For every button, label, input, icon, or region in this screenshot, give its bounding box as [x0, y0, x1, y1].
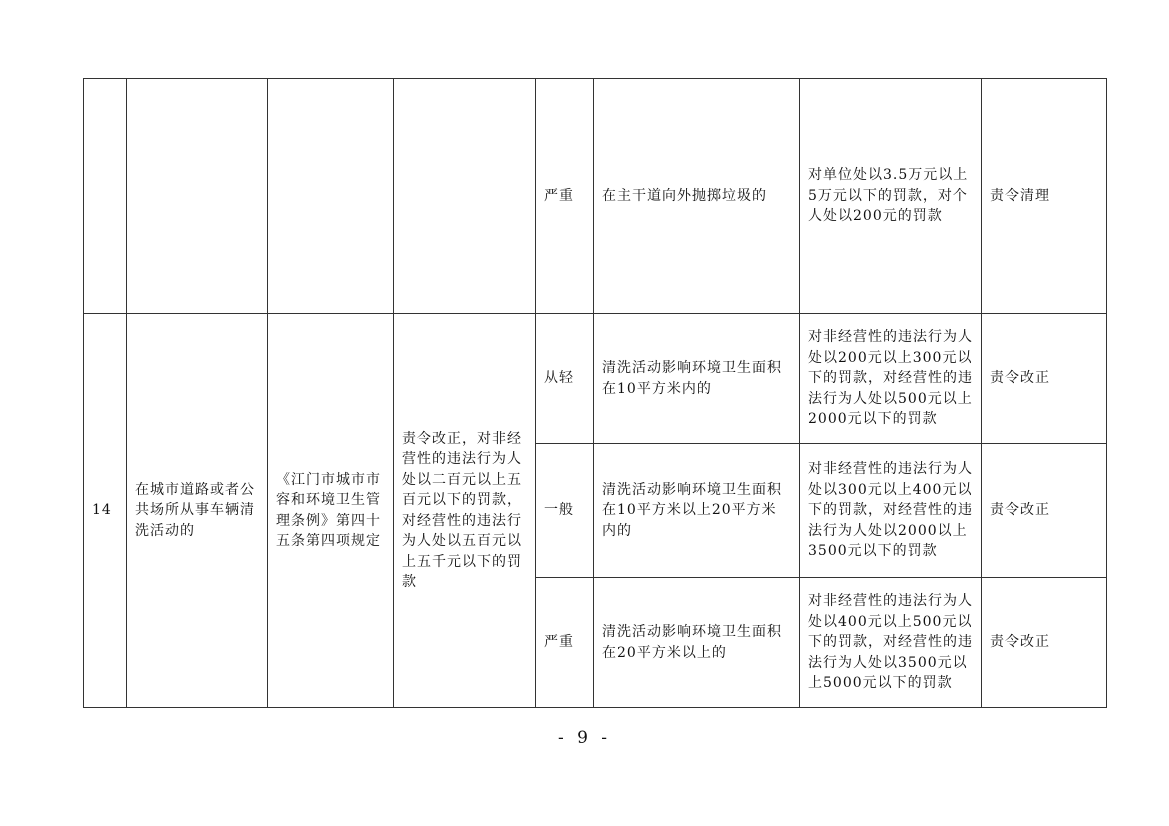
cell-penalty-standard: 对非经营性的违法行为人处以300元以上400元以下的罚款，对经营性的违法行为人处以2000以上3500元以下的罚款	[800, 444, 982, 578]
cell-circumstance: 清洗活动影响环境卫生面积在10平方米内的	[594, 314, 800, 444]
cell-legal-penalty: 责令改正，对非经营性的违法行为人处以二百元以上五百元以下的罚款，对经营性的违法行为人处以五百元以上五千元以下的罚款	[394, 314, 536, 708]
table-row-item-14-light	[84, 314, 1107, 444]
penalty-standards-table	[83, 78, 1107, 708]
cell-circumstance: 在主干道向外抛掷垃圾的	[594, 79, 800, 314]
cell-degree: 从轻	[536, 314, 594, 444]
cell-legal-basis-empty	[268, 79, 394, 314]
cell-penalty-standard: 对单位处以3.5万元以上5万元以下的罚款，对个人处以200元的罚款	[800, 79, 982, 314]
cell-other-measure: 责令清理	[982, 79, 1107, 314]
cell-circumstance: 清洗活动影响环境卫生面积在10平方米以上20平方米内的	[594, 444, 800, 578]
cell-legal-penalty-empty	[394, 79, 536, 314]
cell-violation: 在城市道路或者公共场所从事车辆清洗活动的	[127, 314, 268, 708]
cell-penalty-standard: 对非经营性的违法行为人处以400元以上500元以下的罚款，对经营性的违法行为人处以3500元以上5000元以下的罚款	[800, 578, 982, 708]
page-number: - 9 -	[557, 728, 612, 748]
cell-degree: 严重	[536, 578, 594, 708]
cell-other-measure: 责令改正	[982, 314, 1107, 444]
cell-legal-basis: 《江门市城市市容和环境卫生管理条例》第四十五条第四项规定	[268, 314, 394, 708]
cell-number-empty	[84, 79, 127, 314]
cell-degree: 严重	[536, 79, 594, 314]
table-row-continued	[84, 79, 1107, 314]
cell-other-measure: 责令改正	[982, 444, 1107, 578]
cell-item-number: 14	[84, 314, 127, 708]
cell-violation-empty	[127, 79, 268, 314]
cell-other-measure: 责令改正	[982, 578, 1107, 708]
cell-circumstance: 清洗活动影响环境卫生面积在20平方米以上的	[594, 578, 800, 708]
cell-degree: 一般	[536, 444, 594, 578]
cell-penalty-standard: 对非经营性的违法行为人处以200元以上300元以下的罚款，对经营性的违法行为人处以500元以上2000元以下的罚款	[800, 314, 982, 444]
